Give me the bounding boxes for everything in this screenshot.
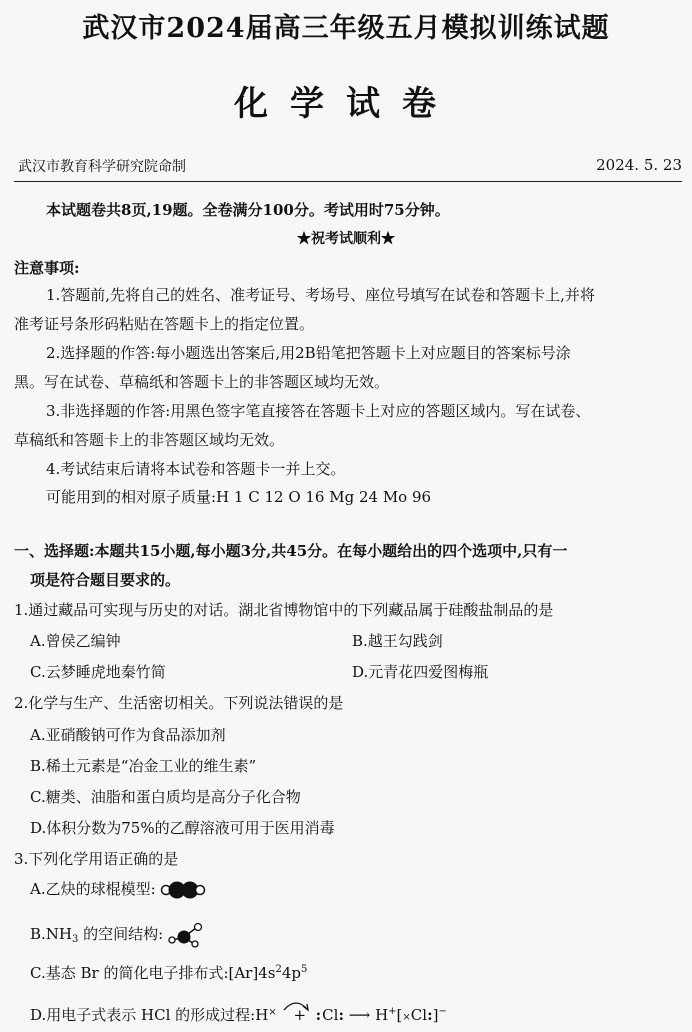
q3-option-b-post: 的空间结构: bbox=[78, 925, 164, 943]
q2-stem: 2.化学与生产、生活密切相关。下列说法错误的是 bbox=[14, 694, 344, 712]
header-divider bbox=[14, 181, 682, 182]
q3-option-c-sup2: 5 bbox=[300, 964, 308, 975]
q2-option-d: D.体积分数为75%的乙醇溶液可用于医用消毒 bbox=[30, 819, 335, 837]
notice-title: 注意事项: bbox=[14, 259, 80, 277]
q2-option-c: C.糖类、油脂和蛋白质均是高分子化合物 bbox=[30, 788, 301, 806]
q3-option-c-sup1: 2 bbox=[275, 964, 282, 975]
notice-4: 4.考试结束后请将本试卷和答题卡一并上交。 bbox=[46, 460, 346, 478]
notice-3a: 3.非选择题的作答:用黑色签字笔直接答在答题卡上对应的答题区域内。写在试卷、 bbox=[46, 402, 591, 420]
exam-date: 2024. 5. 23 bbox=[596, 156, 682, 174]
exam-summary: 本试题卷共8页,19题。全卷满分100分。考试用时75分钟。 bbox=[46, 201, 450, 219]
notice-1a: 1.答题前,先将自己的姓名、准考证号、考场号、座位号填写在试卷和答题卡上,并将 bbox=[46, 286, 595, 304]
q3-option-d-arrow: ⟶ bbox=[348, 1006, 371, 1024]
q3-option-b-pre: B.NH bbox=[30, 925, 72, 943]
section1-heading-b: 项是符合题目要求的。 bbox=[30, 571, 181, 589]
q3-option-d-hplus: H bbox=[375, 1006, 389, 1024]
q3-option-d-ion-open: [ bbox=[396, 1006, 403, 1024]
q3-option-a bbox=[30, 878, 206, 902]
notice-2a: 2.选择题的作答:每小题选出答案后,用2B铅笔把答题卡上对应题目的答案标号涂 bbox=[46, 344, 571, 362]
q1-option-c: C.云梦睡虎地秦竹简 bbox=[30, 663, 166, 681]
q3-option-d: D.用电子式表示 HCl 的形成过程:H× + :Cl: ⟶ H+[×Cl:]− bbox=[30, 996, 447, 1025]
good-luck-line: ★祝考试顺利★ bbox=[297, 231, 395, 247]
atomic-masses: 可能用到的相对原子质量:H 1 C 12 O 16 Mg 24 Mo 96 bbox=[46, 488, 432, 506]
notice-2b: 黑。写在试卷、草稿纸和答题卡上的非答题区域均无效。 bbox=[14, 373, 390, 391]
acetylene-ball-stick-icon bbox=[160, 878, 206, 902]
q1-option-b: B.越王勾践剑 bbox=[352, 632, 443, 650]
q1-stem: 1.通过藏品可实现与历史的对话。湖北省博物馆中的下列藏品属于硅酸盐制品的是 bbox=[14, 601, 554, 619]
q3-option-d-h: H bbox=[255, 1006, 269, 1024]
q3-option-c-mid: 4p bbox=[281, 964, 301, 982]
q3-option-d-hcharge: + bbox=[388, 1006, 397, 1017]
q3-option-d-cl2: Cl bbox=[410, 1006, 428, 1024]
section1-heading-a: 一、选择题:本题共15小题,每小题3分,共45分。在每小题给出的四个选项中,只有一 bbox=[14, 542, 568, 560]
q3-option-c bbox=[30, 962, 307, 983]
nh3-structure-icon bbox=[168, 922, 204, 948]
q3-option-b-sub: 3 bbox=[72, 934, 79, 945]
subject-title: 化学试卷 bbox=[234, 84, 458, 124]
q3-option-d-plus: + bbox=[293, 1006, 307, 1024]
q3-stem: 3.下列化学用语正确的是 bbox=[14, 850, 179, 868]
q3-option-d-cl: Cl bbox=[322, 1006, 339, 1024]
notice-3b: 草稿纸和答题卡上的非答题区域均无效。 bbox=[14, 431, 285, 449]
q3-option-a-label: A.乙炔的球棍模型: bbox=[30, 880, 156, 898]
q3-option-d-pre: D.用电子式表示 HCl 的形成过程: bbox=[30, 1006, 256, 1024]
issuer: 武汉市教育科学研究院命制 bbox=[18, 159, 186, 175]
q3-option-d-minus: − bbox=[438, 1006, 447, 1017]
q2-option-b: B.稀土元素是“冶金工业的维生素” bbox=[30, 757, 257, 775]
q3-option-d-ion-close: ] bbox=[432, 1006, 439, 1024]
q1-option-d: D.元青花四爱图梅瓶 bbox=[352, 663, 489, 681]
q3-option-c-pre: C.基态 Br 的简化电子排布式:[Ar]4s bbox=[30, 964, 276, 982]
notice-1b: 准考证号条形码粘贴在答题卡上的指定位置。 bbox=[14, 315, 315, 333]
q3-option-b bbox=[30, 922, 204, 948]
q2-option-a: A.亚硝酸钠可作为食品添加剂 bbox=[30, 726, 226, 744]
q1-option-a: A.曾侯乙编钟 bbox=[30, 632, 121, 650]
exam-title: 武汉市2024届高三年级五月模拟训练试题 bbox=[82, 13, 610, 44]
